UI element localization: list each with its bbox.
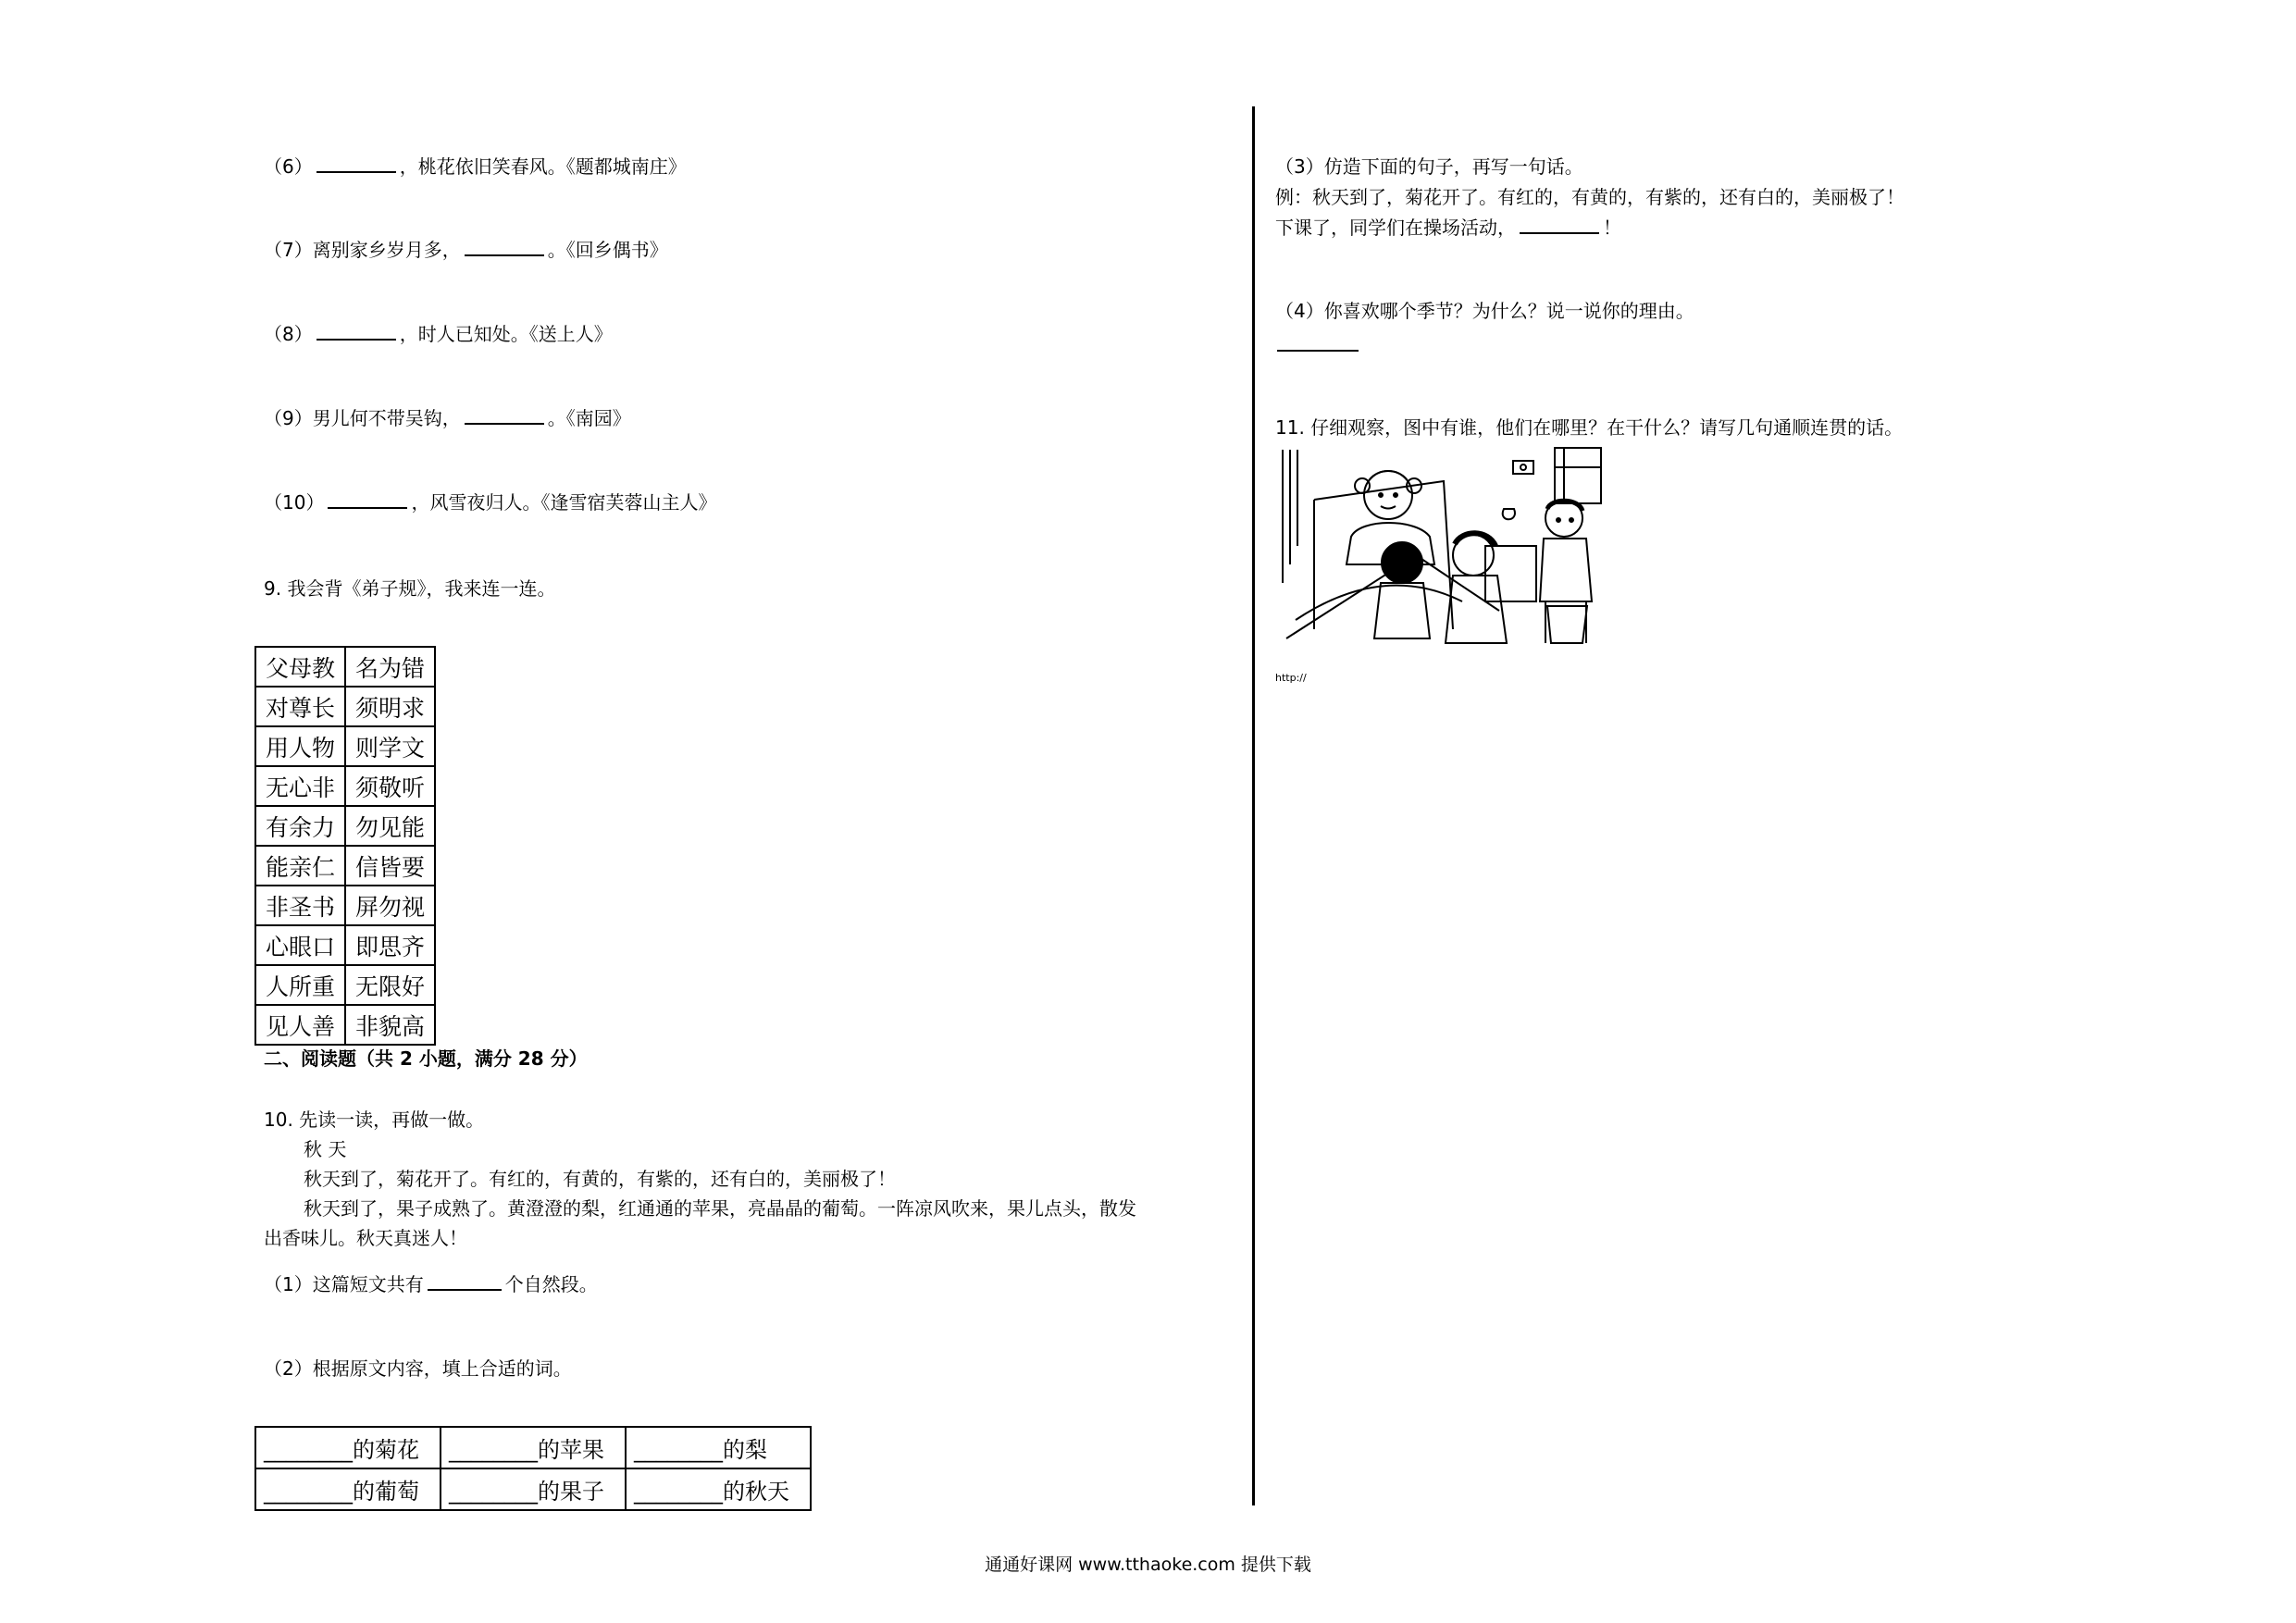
table-cell[interactable]: 非貌高 [345,1005,435,1045]
q6-prefix: （6） [264,155,313,178]
table-row [255,687,435,726]
passage-paragraph-1: 秋天到了，菊花开了。有红的，有黄的，有紫的，还有白的，美丽极了！ [304,1168,896,1190]
table-cell[interactable]: 非圣书 [255,886,345,925]
table-cell[interactable]: ________的菊花 [255,1427,441,1468]
page-footer: 通通好课网 www.tthaoke.com 提供下载 [985,1555,1311,1575]
q10-4-answer-line[interactable] [1277,350,1359,352]
table-row [255,965,435,1005]
q10-suffix: ，风雪夜归人。《逢雪宿芙蓉山主人》 [411,491,717,514]
question-8 [264,321,613,347]
q6-blank[interactable] [316,155,396,173]
table-row [255,1468,811,1510]
column-divider [1252,106,1255,1505]
q11-title: 11. 仔细观察，图中有谁，他们在哪里？在干什么？请写几句通顺连贯的话。 [1275,416,1904,439]
table-cell[interactable]: ________的葡萄 [255,1468,441,1510]
table-cell[interactable]: 无限好 [345,965,435,1005]
q10-3: （3）仿造下面的句子，再写一句话。 [1275,155,1583,178]
q10-2: （2）根据原文内容，填上合适的词。 [264,1357,572,1380]
table-cell[interactable]: 须敬听 [345,766,435,806]
q10-1-suffix: 个自然段。 [504,1273,598,1295]
q7-suffix: 。《回乡偶书》 [547,239,668,261]
table-cell[interactable]: 即思齐 [345,925,435,965]
table-cell[interactable]: 人所重 [255,965,345,1005]
table-cell[interactable]: 则学文 [345,726,435,766]
q10-1 [264,1271,598,1297]
table-cell[interactable]: 父母教 [255,647,345,687]
table-cell[interactable]: 见人善 [255,1005,345,1045]
table-row [255,726,435,766]
table-cell[interactable]: 勿见能 [345,806,435,846]
question-10-poem [264,489,716,515]
table-row [255,1005,435,1045]
q10-3-line [1275,215,1621,241]
q10-3-prefix: 下课了，同学们在操场活动， [1275,217,1516,239]
q9-blank[interactable] [465,406,544,425]
passage-title: 秋 天 [304,1138,347,1160]
table-cell[interactable]: ________的苹果 [441,1427,626,1468]
q10-1-blank[interactable] [428,1272,502,1291]
fill-table [254,1426,812,1511]
table-cell[interactable]: 用人物 [255,726,345,766]
question-9-poem [264,405,631,431]
table-cell[interactable]: ________的梨 [626,1427,811,1468]
q8-suffix: ，时人已知处。《送上人》 [399,323,613,345]
table-cell[interactable]: ________的秋天 [626,1468,811,1510]
q10-blank[interactable] [328,490,407,509]
table-row [255,806,435,846]
q7-prefix: （7）离别家乡岁月多， [264,239,461,261]
table-cell[interactable]: 能亲仁 [255,846,345,886]
q10-3-blank[interactable] [1520,216,1599,234]
table-row [255,886,435,925]
q6-suffix: ，桃花依旧笑春风。《题都城南庄》 [399,155,687,178]
q9-title: 9. 我会背《弟子规》，我来连一连。 [264,577,556,600]
table-cell[interactable]: 无心非 [255,766,345,806]
example-sentence: 例：秋天到了，菊花开了。有红的，有黄的，有紫的，还有白的，美丽极了！ [1275,186,1905,208]
passage-paragraph-2b: 出香味儿。秋天真迷人！ [264,1227,467,1249]
question-7 [264,237,668,263]
q9-suffix: 。《南园》 [547,407,631,429]
q7-blank[interactable] [465,238,544,256]
table-row [255,647,435,687]
table-cell[interactable]: 有余力 [255,806,345,846]
table-row [255,766,435,806]
table-cell[interactable]: 对尊长 [255,687,345,726]
q10-title: 10. 先读一读，再做一做。 [264,1109,485,1131]
table-row [255,846,435,886]
table-row [255,1427,811,1468]
question-6 [264,154,687,180]
table-cell[interactable]: 信皆要 [345,846,435,886]
table-cell[interactable]: 心眼口 [255,925,345,965]
table-cell[interactable]: ________的果子 [441,1468,626,1510]
q8-prefix: （8） [264,323,313,345]
q10-3-suffix: ！ [1603,217,1621,239]
table-cell[interactable]: 须明求 [345,687,435,726]
table-cell[interactable]: 屏勿视 [345,886,435,925]
q9-prefix: （9）男儿何不带吴钩， [264,407,461,429]
hospital-scene-illustration [1277,444,1606,648]
passage-paragraph-2a: 秋天到了，果子成熟了。黄澄澄的梨，红通通的苹果，亮晶晶的葡萄。一阵凉风吹来，果儿点头，散发 [304,1197,1136,1220]
q10-4: （4）你喜欢哪个季节？为什么？说一说你的理由。 [1275,300,1694,322]
q10-1-prefix: （1）这篇短文共有 [264,1273,424,1295]
connect-table [254,646,436,1046]
q8-blank[interactable] [316,322,396,341]
q10-prefix: （10） [264,491,325,514]
table-cell[interactable]: 名为错 [345,647,435,687]
section-2-heading: 二、阅读题（共 2 小题，满分 28 分） [264,1047,588,1070]
image-url-caption: http:// [1275,672,1307,684]
table-row [255,925,435,965]
